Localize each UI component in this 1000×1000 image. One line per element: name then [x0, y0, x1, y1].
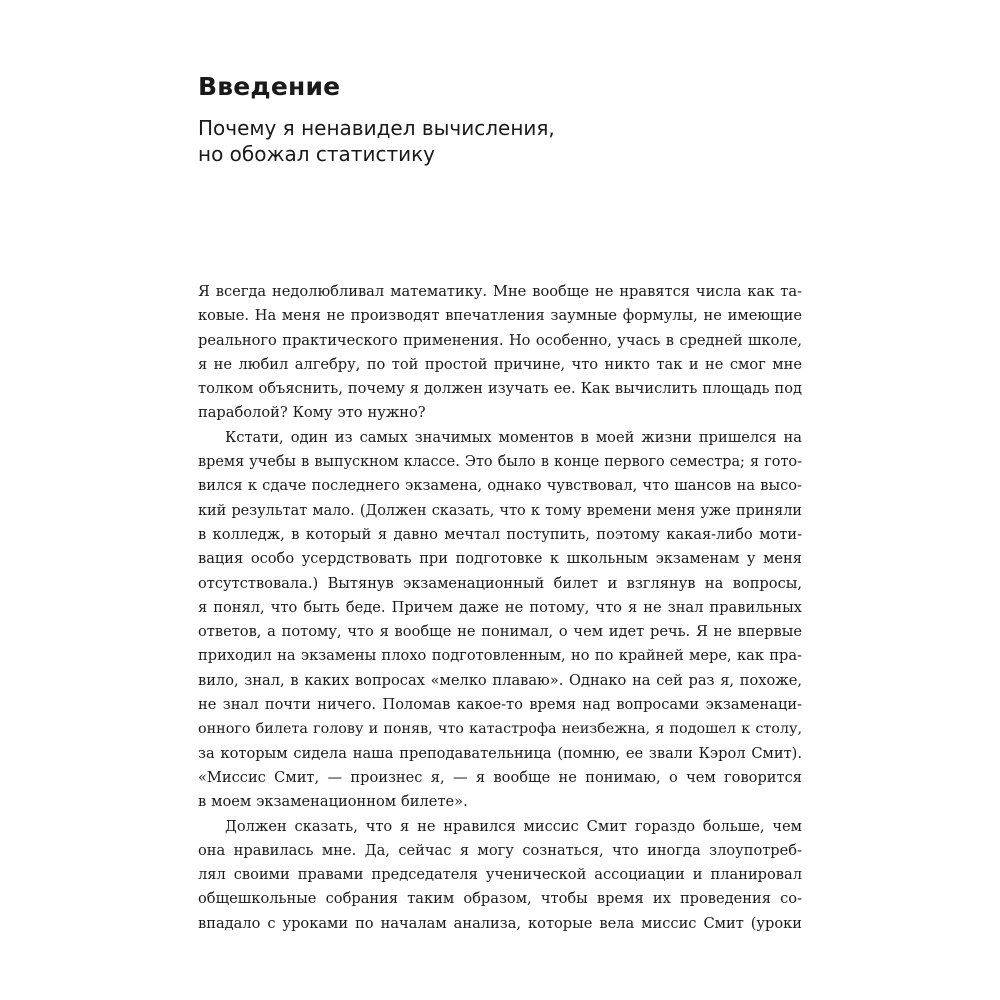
text-line: Должен сказать, что я не нравился миссис Смит гораздо больше, чем: [225, 817, 802, 835]
text-line: Я всегда недолюбливал математику. Мне вообще не нравятся числа как та-: [198, 283, 802, 300]
text-line: время учебы в выпускном классе. Это было в конце первого семестра; я гото-: [198, 454, 802, 471]
text-line: параболой? Кому это нужно?: [198, 404, 426, 422]
text-line: вился к сдаче последнего экзамена, однако чувствовал, что шансов на высо-: [198, 477, 802, 495]
chapter-title: Введение: [198, 72, 341, 101]
text-line: приходил на экзамены плохо подготовленным, но по крайней мере, как пра-: [198, 647, 802, 665]
text-line: лял своими правами председателя ученической ассоциации и планировал: [198, 866, 802, 884]
chapter-subtitle-line: но обожал статистику: [198, 142, 436, 166]
text-line: Кстати, один из самых значимых моментов в моей жизни пришелся на: [225, 428, 802, 446]
text-line: реального практического применения. Но особенно, учась в средней школе,: [198, 331, 802, 349]
text-line: общешкольные собрания таким образом, чтобы время их проведения со-: [198, 890, 802, 908]
text-line: впадало с уроками по началам анализа, которые вела миссис Смит (уроки: [198, 914, 802, 932]
chapter-subtitle-line: Почему я ненавидел вычисления,: [198, 116, 555, 140]
text-line: вация особо усердствовать при подготовке к школьным экзаменам у меня: [198, 550, 802, 568]
text-line: в моем экзаменационном билете».: [198, 793, 468, 811]
text-line: вило, знал, в каких вопросах «мелко плаваю». Однако на сей раз я, похоже,: [198, 671, 802, 689]
text-line: я понял, что быть беде. Причем даже не потому, что я не знал правильных: [198, 598, 802, 616]
text-line: онного билета голову и поняв, что катастрофа неизбежна, я подошел к столу,: [198, 721, 802, 738]
chapter-subtitle: [198, 115, 758, 167]
body-text: [198, 280, 802, 936]
text-line: кий результат мало. (Должен сказать, что к тому времени меня уже приняли: [198, 502, 802, 519]
text-line: «Миссис Смит, — произнес я, — я вообще не понимаю, о чем говорится: [198, 768, 802, 786]
text-line: не знал почти ничего. Поломав какое-то время над вопросами экзаменаци-: [198, 696, 802, 714]
text-line: я не любил алгебру, по той простой причине, что никто так и не смог мне: [198, 355, 802, 373]
text-line: толком объяснить, почему я должен изучать ее. Как вычислить площадь под: [198, 380, 802, 398]
text-line: ковые. На меня не производят впечатления заумные формулы, не имеющие: [198, 307, 802, 325]
text-line: отсутствовала.) Вытянув экзаменационный билет и взглянув на вопросы,: [198, 574, 802, 592]
text-line: она нравилась мне. Да, сейчас я могу сознаться, что иногда злоупотреб-: [198, 841, 802, 859]
text-line: в колледж, в который я давно мечтал поступить, поэтому какая-либо моти-: [198, 525, 802, 543]
text-line: за которым сидела наша преподавательница (помню, ее звали Кэрол Смит).: [198, 744, 802, 762]
text-line: ответов, а потому, что я вообще не понимал, о чем идет речь. Я не впервые: [198, 623, 802, 641]
